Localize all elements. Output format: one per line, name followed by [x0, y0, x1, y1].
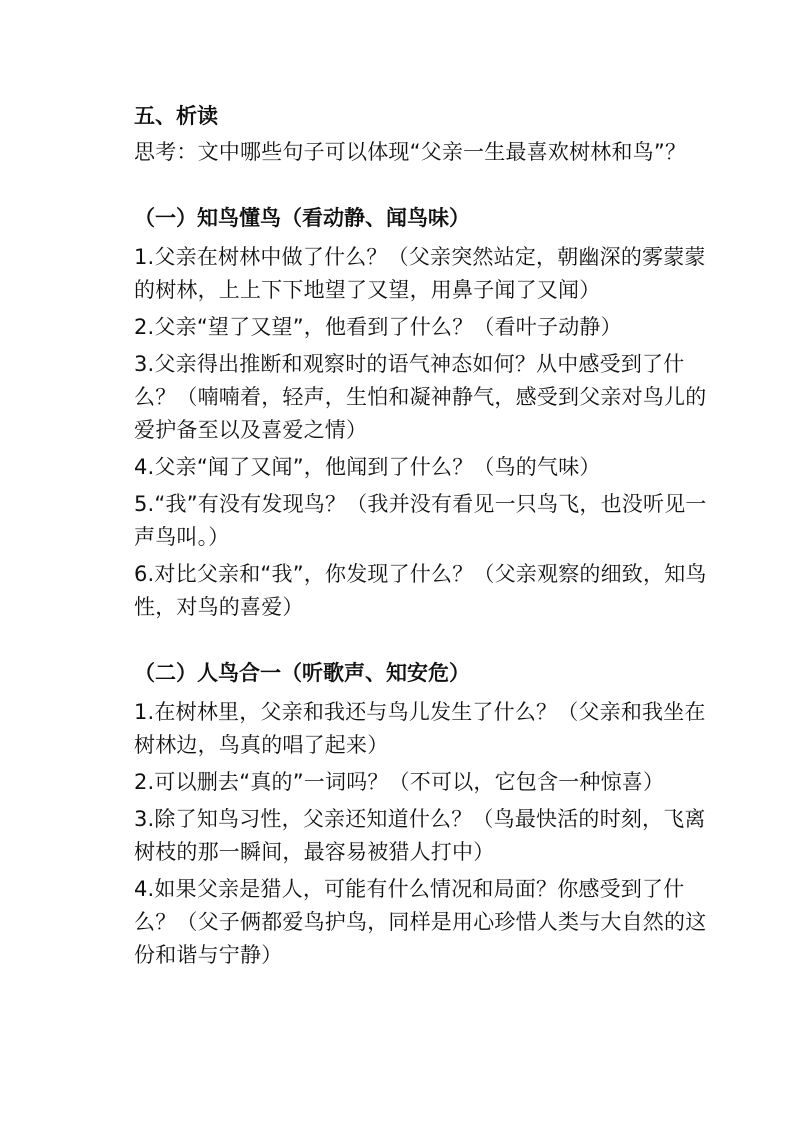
document-page [134, 100, 714, 976]
question-item: 1.父亲在树林中做了什么？（父亲突然站定，朝幽深的雾蒙蒙的树林，上上下下地望了又望，用鼻子闻了又闻） [134, 245, 706, 302]
question-item: 6.对比父亲和“我”，你发现了什么？（父亲观察的细致，知鸟性，对鸟的喜爱） [134, 562, 707, 619]
question-item: 5.“我”有没有发现鸟？（我并没有看见一只鸟飞，也没听见一声鸟叫。） [134, 492, 707, 549]
question-item: 4.如果父亲是猎人，可能有什么情况和局面？你感受到了什么？（父子俩都爱鸟护鸟，同样是用心珍惜人类与大自然的这份和谐与宁静） [134, 877, 707, 967]
question-item: 2.父亲“望了又望”，他看到了什么？（看叶子动静） [134, 315, 622, 339]
section-1 [134, 202, 714, 624]
question-item: 3.父亲得出推断和观察时的语气神态如何？从中感受到了什么？（喃喃着，轻声，生怕和凝神静气，感受到父亲对鸟儿的爱护备至以及喜爱之情） [134, 352, 707, 442]
question-item: 2.可以删去“真的”一词吗？（不可以，它包含一种惊喜） [134, 770, 665, 794]
question-item: 1.在树林里，父亲和我还与鸟儿发生了什么？（父亲和我坐在树林边，鸟真的唱了起来） [134, 700, 706, 757]
section-2 [134, 657, 714, 972]
question-item: 3.除了知鸟习性，父亲还知道什么？（鸟最快活的时刻，飞离树枝的那一瞬间，最容易被猎人打中） [134, 807, 706, 864]
question-item: 4.父亲“闻了又闻”，他闻到了什么？（鸟的气味） [134, 455, 601, 479]
section-heading: （二）人鸟合一（听歌声、知安危） [134, 661, 470, 685]
document-title: 五、析读 [134, 104, 218, 128]
intro-question: 思考：文中哪些句子可以体现“父亲一生最喜欢树林和鸟”？ [134, 140, 687, 164]
section-heading: （一）知鸟懂鸟（看动静、闻鸟味） [134, 206, 470, 230]
